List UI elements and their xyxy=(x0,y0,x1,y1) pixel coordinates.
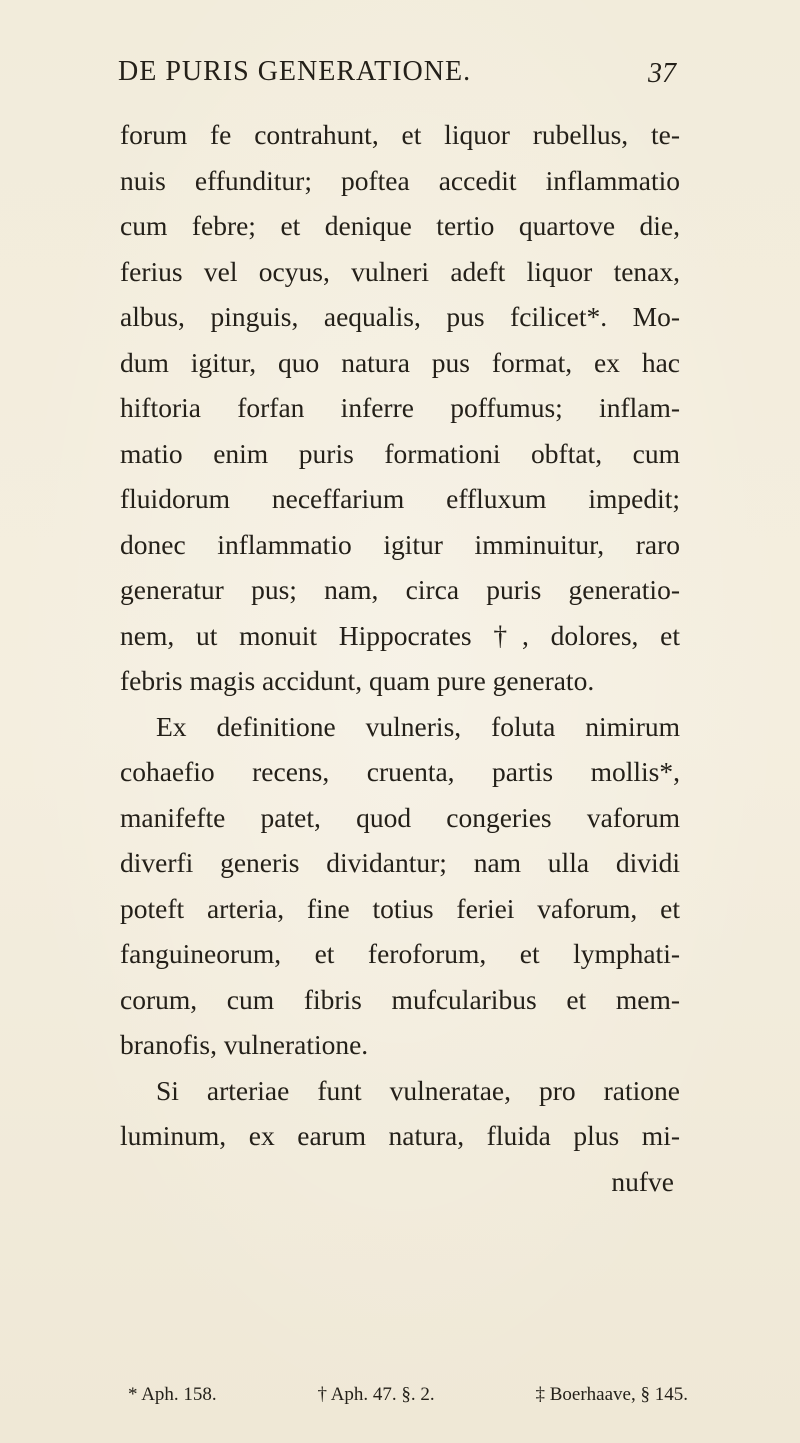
text-line: nuis effunditur; poftea accedit inflammatio xyxy=(120,164,680,196)
page-number: 37 xyxy=(648,58,676,89)
main-text xyxy=(120,112,680,1204)
footnote-boerhaave: ‡ Boerhaave, § 145. xyxy=(535,1384,688,1405)
text-line: hiftoria forfan inferre poffumus; inflam- xyxy=(120,392,680,423)
text-line: ferius vel ocyus, vulneri adeft liquor tenax, xyxy=(120,255,680,287)
text-line: corum, cum fibris mufcularibus et mem- xyxy=(120,983,680,1015)
text-line: diverfi generis dividantur; nam ulla dividi xyxy=(120,847,680,878)
text-line: branofis, vulneratione. xyxy=(120,1029,369,1060)
text-line: donec inflammatio igitur imminuitur, raro xyxy=(120,528,680,560)
text-line: fanguineorum, et feroforum, et lymphati- xyxy=(120,938,680,969)
paragraph-start-line: Ex definitione vulneris, foluta nimirum xyxy=(156,710,680,742)
text-line: albus, pinguis, aequalis, pus fcilicet*. Mo- xyxy=(120,301,680,332)
paragraph-start-line: Si arteriae funt vulneratae, pro ratione xyxy=(156,1074,680,1106)
footnote-aphorism-47: † Aph. 47. §. 2. xyxy=(317,1384,435,1405)
text-line: nem, ut monuit Hippocrates †, dolores, et xyxy=(120,619,680,651)
text-line: luminum, ex earum natura, fluida plus mi- xyxy=(120,1120,680,1151)
text-line: dum igitur, quo natura pus format, ex hac xyxy=(120,346,680,378)
text-line: febris magis accidunt, quam pure generato. xyxy=(120,665,595,696)
running-title: DE PURIS GENERATIONE. xyxy=(118,56,472,87)
text-line: cohaefio recens, cruenta, partis mollis*, xyxy=(120,756,680,787)
text-line: cum febre; et denique tertio quartove die, xyxy=(120,210,680,241)
footnote-aphorism-158: * Aph. 158. xyxy=(128,1384,217,1405)
catchword: nufve xyxy=(611,1165,674,1197)
text-line: forum fe contrahunt, et liquor rubellus, te- xyxy=(120,119,680,150)
text-line: matio enim puris formationi obftat, cum xyxy=(120,437,680,469)
text-line: poteft arteria, fine totius feriei vaforum, et xyxy=(120,892,680,924)
footnotes xyxy=(128,1384,688,1406)
text-line: generatur pus; nam, circa puris generatio- xyxy=(120,574,680,605)
text-line: manifefte patet, quod congeries vaforum xyxy=(120,801,680,833)
text-line: fluidorum neceffarium effluxum impedit; xyxy=(120,483,680,514)
